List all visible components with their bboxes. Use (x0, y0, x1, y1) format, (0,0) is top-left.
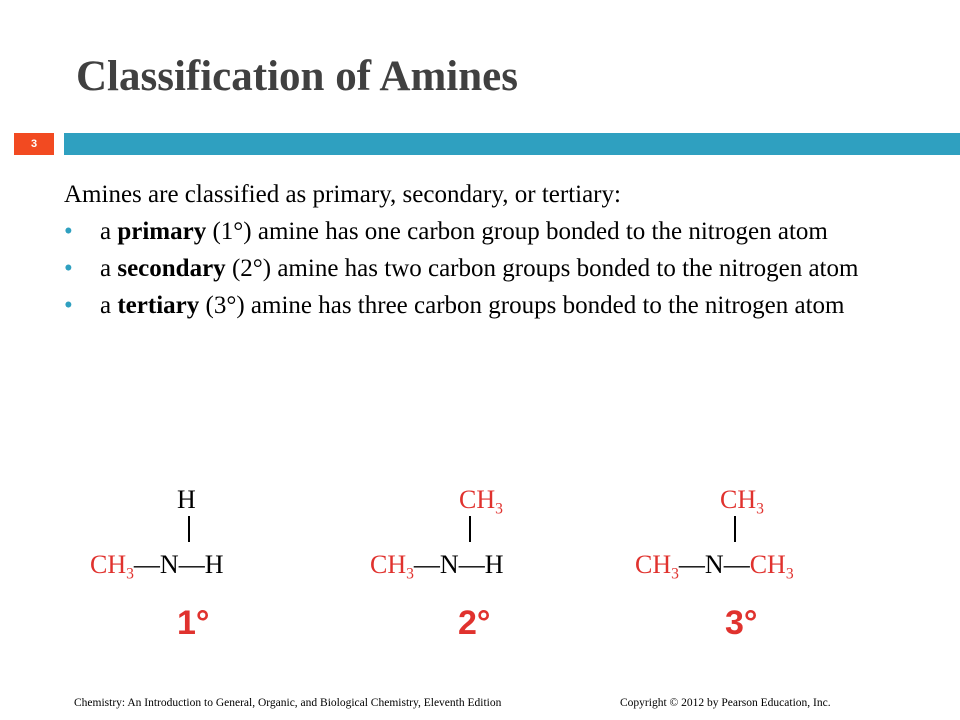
bullet-text-pre: a (100, 292, 118, 319)
bullet-icon: • (64, 218, 73, 245)
bullet-text-pre: a (100, 255, 118, 282)
secondary-top-group: $CH_3$ (459, 485, 503, 518)
primary-top-atom: H (177, 485, 196, 514)
bullet-text-post: (1°) amine has one carbon group bonded to the nitrogen atom (206, 218, 828, 245)
tertiary-degree-label: 3° (725, 604, 758, 642)
primary-degree-label: 1° (177, 604, 210, 642)
intro-text: Amines are classified as primary, secondary, or tertiary: (64, 181, 621, 208)
slide-number-badge (14, 133, 54, 155)
header-accent-bar (64, 133, 960, 155)
footer-copyright: Copyright © 2012 by Pearson Education, Inc. (620, 697, 831, 709)
tertiary-amine-formula: $CH_3—N—CH_3$ (635, 550, 794, 583)
bullet-text-pre: a (100, 218, 118, 245)
slide-body (64, 176, 924, 324)
tertiary-top-group: $CH_3$ (720, 485, 764, 518)
secondary-degree-label: 2° (458, 604, 491, 642)
primary-amine-formula: $CH_3—N—H$ (90, 550, 224, 583)
primary-vertical-bond (188, 516, 190, 542)
header-rule-left (0, 133, 14, 155)
secondary-amine-formula: $CH_3—N—H$ (370, 550, 504, 583)
bullet-text-post: (3°) amine has three carbon groups bonded to the nitrogen atom (199, 292, 845, 319)
bullet-icon: • (64, 255, 73, 282)
bullet-term: tertiary (117, 292, 200, 319)
bullet-text-post: (2°) amine has two carbon groups bonded to the nitrogen atom (225, 255, 859, 282)
secondary-vertical-bond (469, 516, 471, 542)
bullet-list (64, 213, 924, 324)
bullet-primary (64, 213, 924, 250)
slide-title: Classification of Amines (76, 53, 518, 100)
bullet-term: primary (117, 218, 207, 245)
tertiary-vertical-bond (734, 516, 736, 542)
footer-book-title: Chemistry: An Introduction to General, Organic, and Biological Chemistry, Eleventh Edition (74, 697, 502, 709)
bullet-tertiary (64, 287, 924, 324)
bullet-secondary (64, 250, 924, 287)
bullet-icon: • (64, 292, 73, 319)
slide-number: 3 (30, 138, 38, 150)
bullet-term: secondary (117, 255, 226, 282)
